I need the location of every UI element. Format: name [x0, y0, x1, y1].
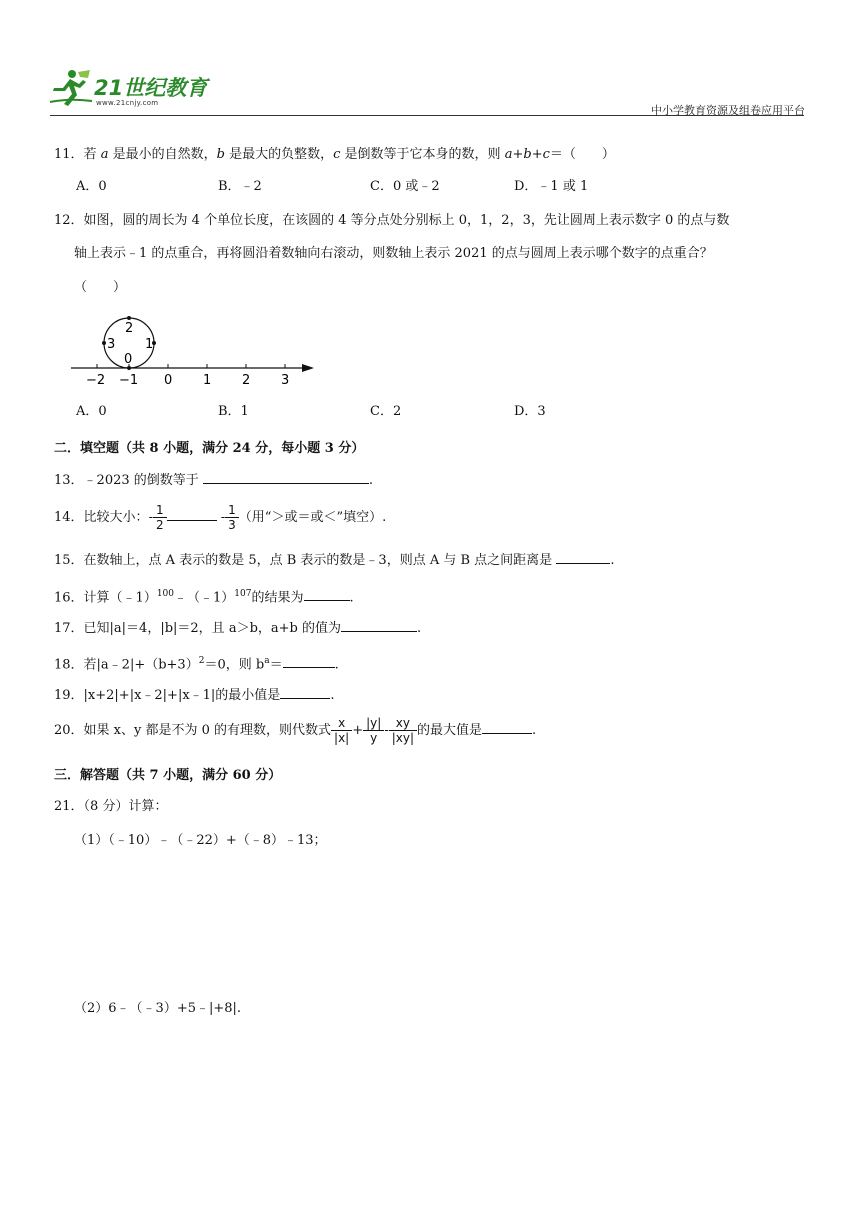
circle-label-1: 1 — [145, 337, 154, 352]
number-line-figure — [66, 308, 326, 388]
tick-label: −1 — [119, 373, 139, 388]
question-17: 17．已知|a|＝4，|b|＝2，且 a＞b，a+b 的值为 . — [54, 621, 422, 636]
tick-label: 3 — [281, 373, 290, 388]
q11-option-b: B．﹣2 — [218, 179, 262, 194]
axis-arrow-icon — [302, 364, 314, 372]
question-21-part-1: （1）（﹣10）﹣（﹣22）+（﹣8）﹣13； — [74, 833, 327, 848]
question-12: 12．如图，圆的周长为 4 个单位长度，在该圆的 4 等分点处分别标上 0，1，2，3，先让圆周上表示数字 0 的点与数 — [54, 213, 730, 228]
question-12-line3: （ ） — [74, 280, 127, 295]
q12-option-c: C．2 — [370, 404, 402, 419]
tick-label: −2 — [86, 373, 106, 388]
circle-label-3: 3 — [107, 337, 116, 352]
question-14: 14．比较大小：- $\frac{1}{2}$ - $\frac{1}{3}$ （用“＞或＝或＜”填空）. — [54, 503, 387, 532]
question-19: 19．|x+2|+|x﹣2|+|x﹣1|的最小值是 . — [54, 688, 335, 703]
q12-option-b: B．1 — [218, 404, 249, 419]
question-20: 20．如果 x、y 都是不为 0 的有理数，则代数式 $\frac{x}{|x|}$ + $\frac{|y|}{y}$ - $\frac{xy}{|xy|}$ 的最大值是 . — [54, 716, 537, 745]
tick-label: 2 — [242, 373, 251, 388]
q11-option-c: C．0 或﹣2 — [370, 179, 440, 194]
q11-option-d: D．﹣1 或 1 — [514, 179, 589, 194]
question-13: 13．﹣2023 的倒数等于 . — [54, 473, 374, 488]
circle-label-2: 2 — [125, 321, 134, 336]
q12-option-d: D．3 — [514, 404, 546, 419]
question-18: 18．若$|a﹣2|+(b+3)^2=0$，则 $b^a=$ . — [54, 656, 339, 673]
question-16: 16．计算（﹣1）$^{100}$﹣（﹣1）$^{107}$的结果为 . — [54, 589, 354, 606]
section-3-title: 三．解答题（共 7 小题，满分 60 分） — [54, 768, 282, 783]
platform-name: 中小学教育资源及组卷应用平台 — [651, 104, 805, 117]
logo-text: 21世纪教育 — [94, 76, 208, 100]
question-21-part-2: （2）6﹣（﹣3）+5﹣|+8|. — [74, 1001, 242, 1016]
q12-option-a: A．0 — [76, 404, 107, 419]
question-21: 21．（8 分）计算： — [54, 799, 168, 814]
logo — [50, 66, 220, 112]
section-2-title: 二．填空题（共 8 小题，满分 24 分，每小题 3 分） — [54, 441, 365, 456]
question-12-line2: 轴上表示﹣1 的点重合，再将圆沿着数轴向右滚动，则数轴上表示 2021 的点与圆周上表示哪个数字的点重合？ — [74, 246, 713, 261]
question-11: 11．若 a 是最小的自然数，b 是最大的负整数，c 是倒数等于它本身的数，则 a+b+c＝（ ） — [54, 147, 615, 162]
q11-option-a: A．0 — [76, 179, 107, 194]
header-divider — [50, 115, 804, 116]
runner-logo-icon — [50, 68, 94, 108]
logo-url: www.21cnjy.com — [96, 99, 159, 107]
question-15: 15．在数轴上，点 A 表示的数是 5，点 B 表示的数是﹣3，则点 A 与 B 点之间距离是 . — [54, 553, 615, 568]
tick-label: 0 — [164, 373, 173, 388]
page-header — [50, 66, 805, 116]
tick-label: 1 — [203, 373, 212, 388]
circle-label-0: 0 — [124, 352, 133, 367]
